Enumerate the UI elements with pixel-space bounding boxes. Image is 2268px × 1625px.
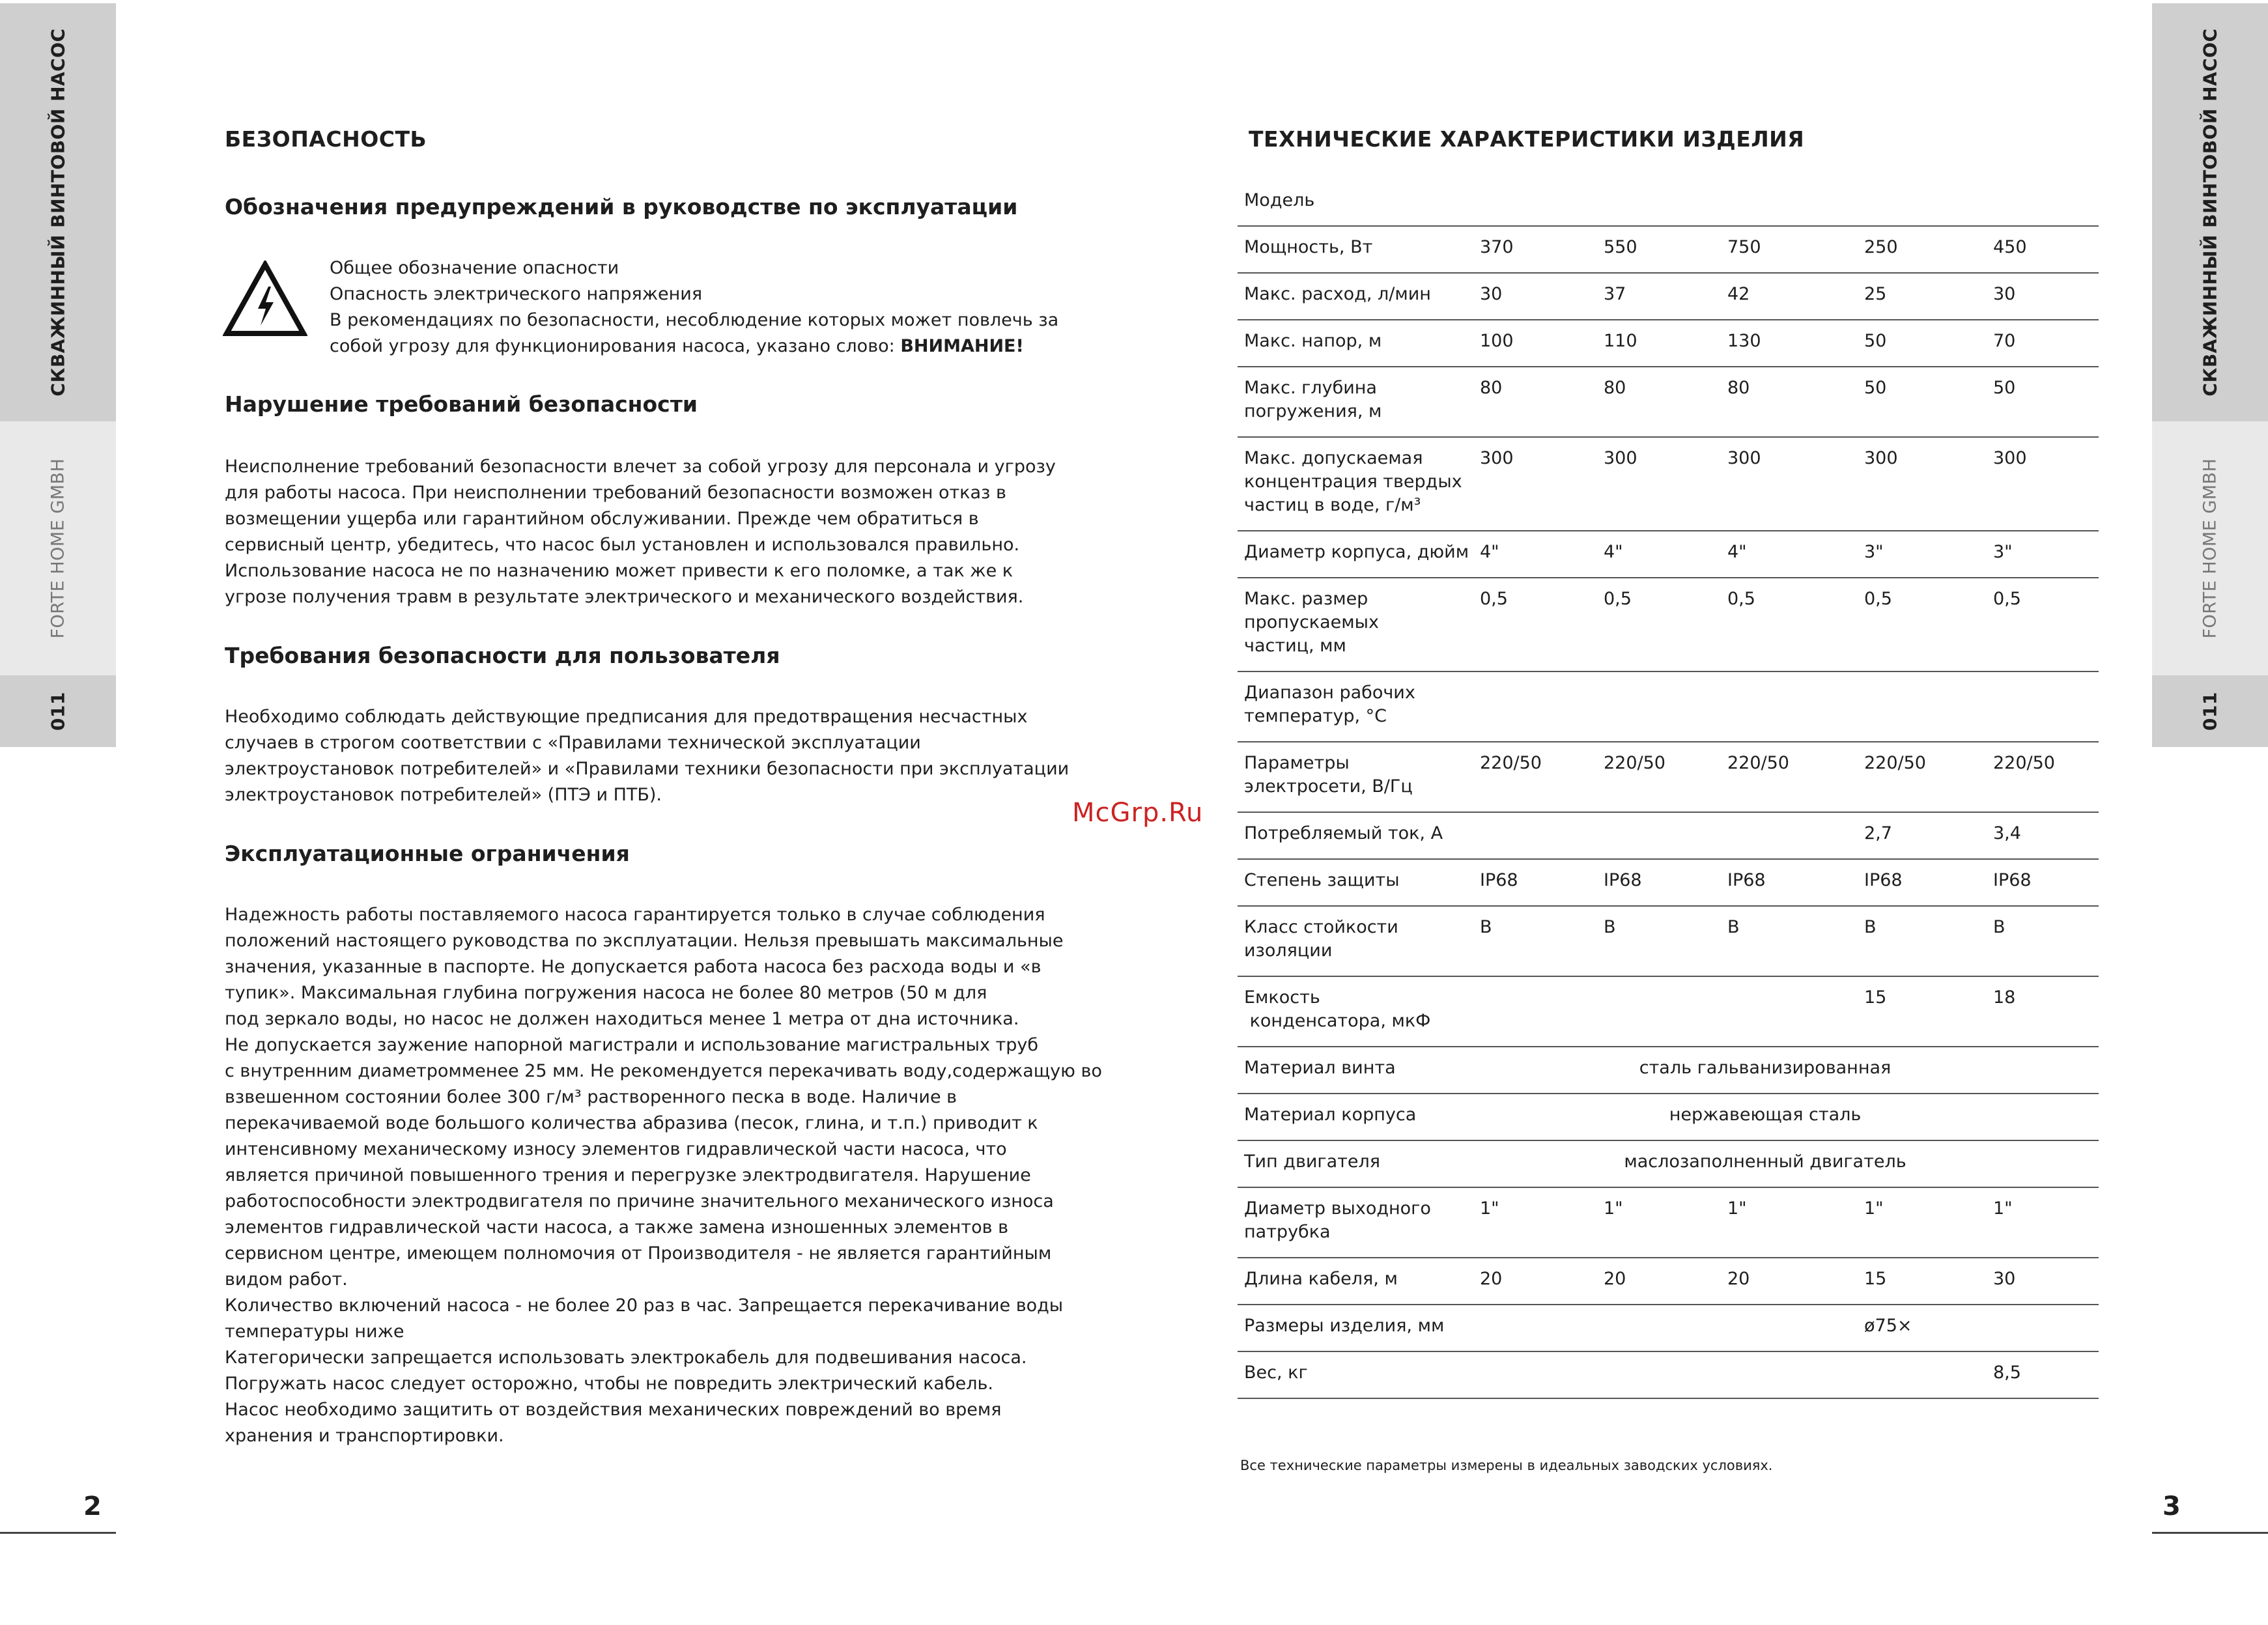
spec-label-line: Диаметр выходного	[1244, 1198, 1431, 1219]
spec-value: 20	[1604, 1269, 1626, 1289]
spec-label	[1244, 1150, 1380, 1174]
spec-value: 300	[1864, 448, 1898, 468]
spec-label-line: Емкость	[1244, 987, 1320, 1008]
spec-label-line: Тип двигателя	[1244, 1152, 1380, 1172]
spec-row	[1238, 1047, 2099, 1094]
spec-row	[1238, 860, 2099, 907]
spec-label-line: частиц, мм	[1244, 636, 1346, 656]
spec-label-line: электросети, В/Гц	[1244, 776, 1413, 797]
spec-label-line: концентрация твердых	[1244, 472, 1462, 492]
limits-line: Насос необходимо защитить от воздействия механических повреждений во время	[225, 1400, 1002, 1420]
footnote: Все технические параметры измерены в идеальных заводских условиях.	[1240, 1458, 1773, 1473]
spec-label	[1244, 986, 1430, 1033]
spec-value: 80	[1480, 378, 1503, 398]
spec-value: 15	[1864, 1269, 1887, 1289]
spec-label-line: Мощность, Вт	[1244, 237, 1373, 257]
spec-row	[1238, 438, 2099, 531]
spec-label-line: Диапазон рабочих	[1244, 683, 1415, 703]
violation-line: возмещении ущерба или гарантийном обслуживании. Прежде чем обратиться в	[225, 509, 979, 529]
side-tab-code-text: 011	[2199, 692, 2221, 731]
spec-value: 3"	[1864, 542, 1884, 562]
limits-line: сервисном центре, имеющем полномочия от Производителя - не является гарантийным	[225, 1243, 1052, 1264]
spec-value: 3,4	[1993, 823, 2021, 843]
spec-row	[1238, 1141, 2099, 1188]
limits-line: работоспособности электродвигателя по причине значительного механического износа	[225, 1191, 1054, 1211]
spec-label	[1244, 822, 1443, 845]
spec-value: 4"	[1604, 542, 1623, 562]
spec-value: 220/50	[1993, 753, 2055, 773]
limits-line: Категорически запрещается использовать электрокабель для подвешивания насоса.	[225, 1348, 1027, 1368]
section-title-limits: Эксплуатационные ограничения	[225, 841, 630, 866]
spec-value: 50	[1864, 331, 1887, 351]
limits-line: хранения и транспортировки.	[225, 1426, 504, 1446]
spec-value: 0,5	[1993, 589, 2021, 609]
spec-label-line: конденсатора, мкФ	[1244, 1011, 1431, 1031]
spec-value: 0,5	[1727, 589, 1755, 609]
spec-label-line: Размеры изделия, мм	[1244, 1316, 1445, 1336]
spec-label-line: Макс. глубина	[1244, 378, 1377, 398]
spec-row	[1238, 531, 2099, 578]
spec-value: 30	[1480, 284, 1503, 304]
spec-row	[1238, 578, 2099, 672]
section-title-violation: Нарушение требований безопасности	[225, 391, 698, 417]
limits-line: с внутренним диаметромменее 25 мм. Не рекомендуется перекачивать воду,содержащую во	[225, 1061, 1102, 1081]
spec-label-line: Степень защиты	[1244, 870, 1400, 890]
limits-text	[225, 902, 1102, 1449]
violation-line: угрозе получения травм в результате электрического и механического воздействия.	[225, 587, 1024, 607]
spec-value: 0,5	[1864, 589, 1892, 609]
spec-row	[1238, 1258, 2099, 1305]
spec-row	[1238, 367, 2099, 438]
page-number-left: 2	[83, 1491, 102, 1521]
limits-line: взвешенном состоянии более 300 г/м³ растворенного песка в воде. Наличие в	[225, 1087, 957, 1107]
spec-label	[1244, 916, 1398, 963]
spec-label-line: Макс. допускаемая	[1244, 448, 1423, 468]
spec-value: 2,7	[1864, 823, 1892, 843]
spec-label	[1244, 1197, 1431, 1244]
spec-label-line: пропускаемых	[1244, 612, 1379, 632]
limits-line: Погружать насос следует осторожно, чтобы не повредить электрический кабель.	[225, 1374, 993, 1394]
spec-label	[1244, 541, 1469, 564]
spec-label-line: изоляции	[1244, 940, 1333, 961]
spec-value: 750	[1727, 237, 1761, 257]
spec-value: 220/50	[1864, 753, 1926, 773]
spec-value: 30	[1993, 284, 2016, 304]
spec-value: 300	[1993, 448, 2027, 468]
spec-row	[1238, 180, 2099, 227]
spec-row	[1238, 227, 2099, 274]
side-tab-title-right	[2152, 3, 2268, 421]
side-tab-code-text: 011	[47, 692, 69, 731]
spec-value: 0,5	[1480, 589, 1508, 609]
spec-label-line: температур, °С	[1244, 706, 1387, 726]
spec-value-span: маслозаполненный двигатель	[1624, 1152, 1907, 1172]
spec-label-line: Материал винта	[1244, 1058, 1396, 1078]
spec-value: 1"	[1480, 1198, 1499, 1219]
spec-value: 80	[1604, 378, 1626, 398]
spec-value: 0,5	[1604, 589, 1632, 609]
spec-label	[1244, 447, 1462, 517]
spec-label-line: Макс. напор, м	[1244, 331, 1382, 351]
spec-label-line: Класс стойкости	[1244, 917, 1398, 937]
spec-label	[1244, 1361, 1308, 1385]
warnings-line: Опасность электрического напряжения	[330, 284, 703, 304]
spec-value: IP68	[1604, 870, 1642, 890]
spec-value: 220/50	[1604, 753, 1666, 773]
violation-line: сервисный центр, убедитесь, что насос был установлен и использовался правильно.	[225, 535, 1020, 555]
high-voltage-warning-icon	[223, 261, 307, 337]
spec-value: 250	[1864, 237, 1898, 257]
side-tab-brand-text: FORTE HOME GMBH	[48, 458, 68, 639]
spec-value: B	[1480, 917, 1492, 937]
spec-value: 220/50	[1727, 753, 1789, 773]
page-number-rule-right	[2152, 1532, 2268, 1534]
user-requirements-line: Необходимо соблюдать действующие предписания для предотвращения несчастных	[225, 707, 1028, 727]
attention-word: ВНИМАНИЕ!	[900, 336, 1024, 356]
spec-label-line: патрубка	[1244, 1222, 1331, 1242]
spec-row	[1238, 1352, 2099, 1399]
limits-line: перекачиваемой воде большого количества абразива (песок, глина, и т.п.) приводит к	[225, 1113, 1038, 1133]
spec-value: B	[1993, 917, 2006, 937]
spec-value: 450	[1993, 237, 2027, 257]
user-requirements-text	[225, 704, 1071, 808]
spec-value: 300	[1480, 448, 1514, 468]
spec-value: 20	[1480, 1269, 1503, 1289]
spec-value: 70	[1993, 331, 2016, 351]
spec-label	[1244, 189, 1314, 212]
spec-value: ø75×	[1864, 1316, 1912, 1336]
spec-value: 25	[1864, 284, 1887, 304]
page-number-right: 3	[2162, 1491, 2181, 1521]
spec-label	[1244, 1056, 1396, 1080]
limits-line: Количество включений насоса - не более 20 раз в час. Запрещается перекачивание воды	[225, 1295, 1064, 1316]
spec-value: IP68	[1727, 870, 1766, 890]
spec-value: 30	[1993, 1269, 2016, 1289]
spec-value-span: нержавеющая сталь	[1669, 1105, 1862, 1125]
spec-row	[1238, 1305, 2099, 1352]
spec-label	[1244, 752, 1413, 798]
limits-line: интенсивному механическому износу элементов гидравлической части насоса, что	[225, 1139, 1007, 1159]
section-title-warnings: Обозначения предупреждений в руководстве по эксплуатации	[225, 194, 1018, 219]
spec-value: IP68	[1480, 870, 1518, 890]
spec-row	[1238, 274, 2099, 320]
spec-value: 130	[1727, 331, 1761, 351]
spec-value: 550	[1604, 237, 1637, 257]
warnings-line: В рекомендациях по безопасности, несоблюдение которых может повлечь за	[330, 310, 1059, 330]
side-tab-brand-right	[2152, 421, 2268, 675]
spec-value: 300	[1604, 448, 1637, 468]
side-tab-brand-left	[0, 421, 116, 675]
user-requirements-line: электроустановок потребителей» и «Правилами техники безопасности при эксплуатации	[225, 759, 1070, 779]
spec-row	[1238, 977, 2099, 1047]
user-requirements-line: случаев в строгом соответствии с «Правилами технической эксплуатации	[225, 733, 921, 753]
side-tab-brand-text: FORTE HOME GMBH	[2200, 458, 2220, 639]
spec-label	[1244, 1267, 1398, 1291]
spec-label	[1244, 869, 1400, 892]
spec-label-line: погружения, м	[1244, 401, 1382, 421]
limits-line: видом работ.	[225, 1269, 348, 1290]
page-heading-specs: ТЕХНИЧЕСКИЕ ХАРАКТЕРИСТИКИ ИЗДЕЛИЯ	[1249, 126, 1805, 152]
side-tab-title-left	[0, 3, 116, 421]
spec-label-line: Потребляемый ток, А	[1244, 823, 1443, 843]
violation-line: Неисполнение требований безопасности влечет за собой угрозу для персонала и угрозу	[225, 457, 1056, 477]
spec-value: 20	[1727, 1269, 1750, 1289]
spec-row	[1238, 813, 2099, 860]
spec-value: 8,5	[1993, 1363, 2021, 1383]
spec-label	[1244, 587, 1379, 658]
spec-value: B	[1604, 917, 1616, 937]
spec-label	[1244, 681, 1415, 728]
spec-row	[1238, 1094, 2099, 1141]
limits-line: положений настоящего руководства по эксплуатации. Нельзя превышать максимальные	[225, 931, 1064, 951]
spec-label-line: Модель	[1244, 190, 1315, 210]
spec-label-line: Материал корпуса	[1244, 1105, 1417, 1125]
spec-value: 220/50	[1480, 753, 1542, 773]
limits-line: тупик». Максимальная глубина погружения насоса не более 80 метров (50 м для	[225, 983, 987, 1003]
spec-label	[1244, 236, 1372, 259]
spec-value: 300	[1727, 448, 1761, 468]
warnings-text	[330, 255, 1079, 360]
spec-row	[1238, 742, 2099, 813]
spec-label-line: Диаметр корпуса, дюйм	[1244, 542, 1469, 562]
spec-value: 1"	[1604, 1198, 1623, 1219]
limits-line: Не допускается заужение напорной магистрали и использование магистральных труб	[225, 1035, 1039, 1055]
spec-label	[1244, 283, 1431, 306]
watermark: McGrp.Ru	[1072, 798, 1204, 828]
spec-value: 37	[1604, 284, 1626, 304]
side-tab-title-text: СКВАЖИННЫЙ ВИНТОВОЙ НАСОС	[47, 28, 69, 397]
spec-value: 4"	[1480, 542, 1499, 562]
side-tab-code-left	[0, 675, 116, 747]
user-requirements-line: электроустановок потребителей» (ПТЭ и ПТБ).	[225, 785, 662, 805]
violation-text	[225, 454, 1071, 610]
spec-value: 370	[1480, 237, 1514, 257]
spec-value: 1"	[1993, 1198, 2013, 1219]
side-tab-title-text: СКВАЖИННЫЙ ВИНТОВОЙ НАСОС	[2199, 28, 2221, 397]
limits-line: температуры ниже	[225, 1321, 404, 1342]
spec-value: 1"	[1864, 1198, 1884, 1219]
spec-value: 100	[1480, 331, 1514, 351]
spec-value: 80	[1727, 378, 1750, 398]
section-title-user-requirements: Требования безопасности для пользователя	[225, 643, 780, 668]
page-number-rule-left	[0, 1532, 116, 1534]
spec-value: B	[1727, 917, 1740, 937]
spec-label-line: частиц в воде, г/м³	[1244, 495, 1421, 515]
spec-label-line: Вес, кг	[1244, 1363, 1308, 1383]
spec-label-line: Длина кабеля, м	[1244, 1269, 1398, 1289]
spec-label	[1244, 330, 1382, 353]
spec-label-line: Параметры	[1244, 753, 1350, 773]
spec-value: 3"	[1993, 542, 2013, 562]
violation-line: Использование насоса не по назначению может привести к его поломке, а так же к	[225, 561, 1014, 581]
spec-value: 50	[1864, 378, 1887, 398]
spec-row	[1238, 672, 2099, 742]
spec-value-span: сталь гальванизированная	[1639, 1058, 1892, 1078]
limits-line: элементов гидравлической части насоса, а также замена изношенных элементов в	[225, 1217, 1008, 1237]
spec-row	[1238, 907, 2099, 977]
spec-label	[1244, 1314, 1444, 1338]
spec-value: IP68	[1864, 870, 1903, 890]
spec-value: 50	[1993, 378, 2016, 398]
limits-line: под зеркало воды, но насос не должен находиться менее 1 метра от дна источника.	[225, 1009, 1019, 1029]
spec-value: 42	[1727, 284, 1750, 304]
spec-value: IP68	[1993, 870, 2032, 890]
spec-value: 18	[1993, 987, 2016, 1008]
warnings-line	[330, 333, 1079, 360]
spec-label-line: Макс. расход, л/мин	[1244, 284, 1431, 304]
spec-value: 4"	[1727, 542, 1747, 562]
limits-line: Надежность работы поставляемого насоса гарантируется только в случае соблюдения	[225, 905, 1045, 925]
spec-label	[1244, 376, 1382, 423]
spec-value: 15	[1864, 987, 1887, 1008]
side-tab-code-right	[2152, 675, 2268, 747]
violation-line: для работы насоса. При неисполнении требований безопасности возможен отказ в	[225, 483, 1006, 503]
spec-value: 1"	[1727, 1198, 1747, 1219]
page-heading-safety: БЕЗОПАСНОСТЬ	[225, 126, 427, 152]
spec-row	[1238, 320, 2099, 367]
limits-line: значения, указанные в паспорте. Не допускается работа насоса без расхода воды и «в	[225, 957, 1042, 977]
spec-label	[1244, 1103, 1416, 1127]
warnings-line: Общее обозначение опасности	[330, 258, 619, 278]
spec-row	[1238, 1188, 2099, 1258]
spec-value: 110	[1604, 331, 1637, 351]
spec-value: B	[1864, 917, 1877, 937]
spec-label-line: Макс. размер	[1244, 589, 1368, 609]
warnings-line-text: собой угрозу для функционирования насоса, указано слово:	[330, 336, 901, 356]
limits-line: является причиной повышенного трения и перегрузке электродвигателя. Нарушение	[225, 1165, 1031, 1185]
